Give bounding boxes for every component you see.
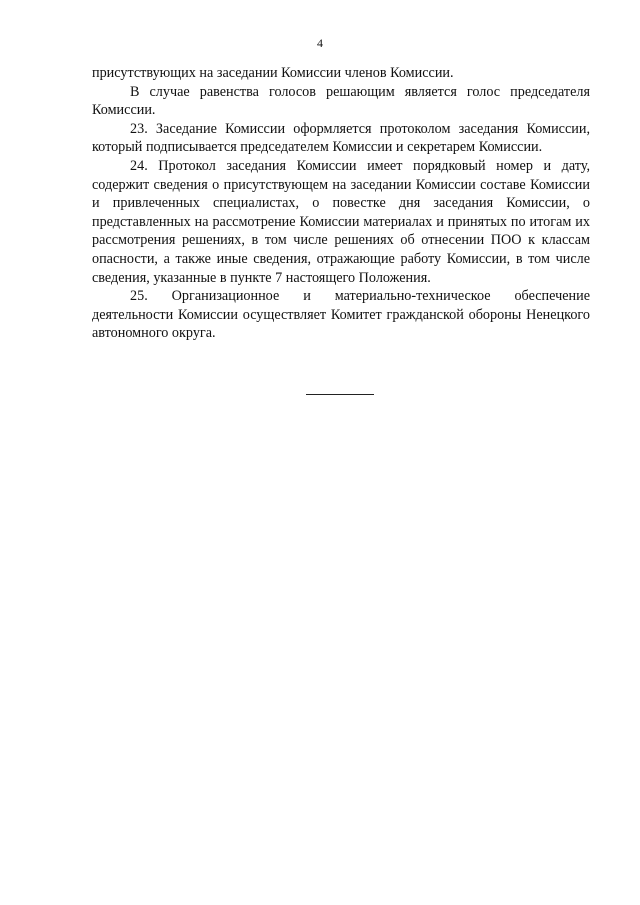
- paragraph-item-23: 23. Заседание Комиссии оформляется протоколом заседания Комиссии, который подписывается председателем Комиссии и секретарем Комиссии.: [92, 120, 590, 156]
- paragraph-tie-vote: В случае равенства голосов решающим является голос председателя Комиссии.: [92, 83, 590, 119]
- paragraph-item-25: 25. Организационное и материально-техническое обеспечение деятельности Комиссии осуществляет Комитет гражданской обороны Ненецкого автономного округа.: [92, 288, 590, 342]
- paragraph-item-24: 24. Протокол заседания Комиссии имеет порядковый номер и дату, содержит сведения о присутствующем на заседании Комиссии составе Комиссии и привлеченных специалистах, о повестке дня заседания Комиссии, о представленных на рассмотрение Комиссии материалах и принятых по итогам их рассмотрения решениях, в том числе решениях об отнесении ПОО к классам опасности, а также иные сведения, отражающие работу Комиссии, в том числе сведения, указанные в пункте 7 настоящего Положения.: [92, 157, 590, 286]
- document-body: [92, 64, 590, 343]
- end-separator-line: [306, 394, 374, 395]
- paragraph-continuation: присутствующих на заседании Комиссии членов Комиссии.: [92, 65, 454, 81]
- page-number: 4: [317, 36, 323, 50]
